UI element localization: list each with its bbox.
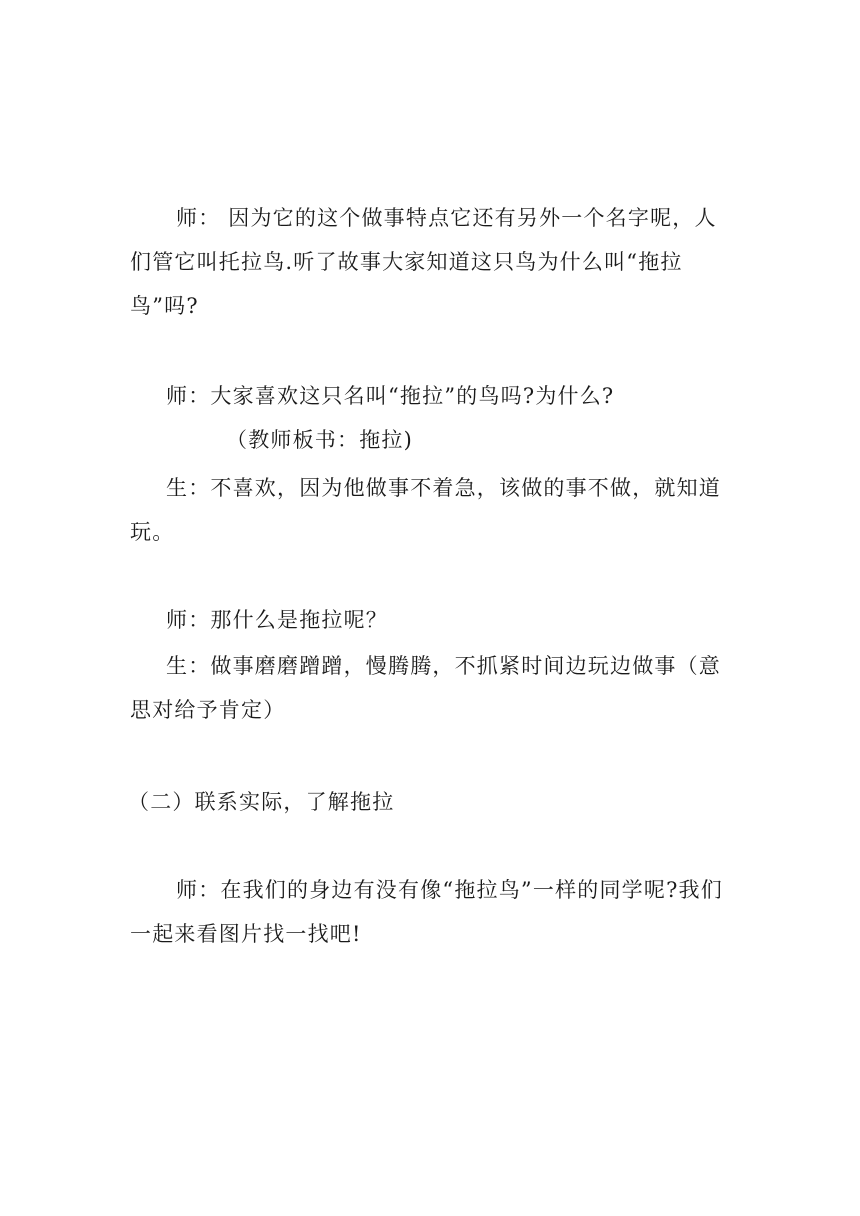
paragraph-teacher-look-at-pictures: 师：在我们的身边有没有像“拖拉鸟”一样的同学呢?我们一起来看图片找一找吧!: [130, 878, 723, 946]
paragraph-teacher-question-like: 师：大家喜欢这只名叫“拖拉”的鸟吗?为什么?: [166, 384, 615, 408]
paragraph-blackboard-note: （教师板书：拖拉): [226, 428, 413, 452]
paragraph-teacher-name-explanation: 师： 因为它的这个做事特点它还有另外一个名字呢，人们管它叫托拉鸟.听了故事大家知道这只鸟为什么叫“拖拉鸟”吗?: [130, 206, 717, 318]
paragraph-student-answer-dislike: 生：不喜欢，因为他做事不着急，该做的事不做，就知道玩。: [130, 476, 721, 544]
paragraph-student-answer-definition: 生：做事磨磨蹭蹭，慢腾腾，不抓紧时间边玩边做事（意思对给予肯定）: [130, 654, 721, 722]
section-heading-connect-reality: （二）联系实际，了解拖拉: [128, 790, 395, 814]
paragraph-teacher-question-definition: 师：那什么是拖拉呢？: [166, 608, 388, 632]
